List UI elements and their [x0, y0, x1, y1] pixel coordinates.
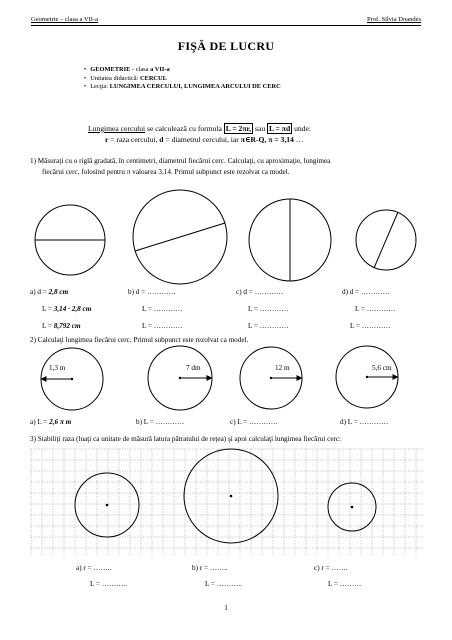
formula-line-2: r = raza cercului, d = diametrul cercului, iar π∈R-Q, π = 3,14 … — [105, 135, 304, 144]
center-3a — [106, 504, 109, 507]
q3-length-c: L = ……… — [328, 580, 362, 588]
q1-text-1: 1) Măsuraţi cu o riglă gradată, în centimetri, diametrul fiecărui cerc. Calculaţi, cu aproximaţie, lungimea — [30, 157, 331, 165]
q2-answer-b: b) L = ………… — [136, 418, 185, 426]
q1-calc-a: L = 3,14 · 2,8 cm — [42, 305, 92, 313]
q1-result-d: L = ………… — [350, 322, 391, 330]
q2-answer-a: a) L = 2,6 π m — [30, 418, 72, 426]
q2-text: 2) Calculaţi lungimea fiecărui cerc. Primul subpunct este rezolvat ca model. — [30, 336, 249, 344]
q2-label-c: 12 m — [275, 364, 290, 372]
header-left: Geometrie – clasa a VII-a — [31, 16, 99, 23]
q3-radius-b: b) r = …….. — [192, 564, 228, 572]
center-3c — [351, 506, 354, 509]
q3-radius-c: c) r = ……. — [314, 564, 348, 572]
q1-calc-b: L = ………… — [142, 305, 183, 313]
q1-result-a: L = 8,792 cm — [42, 322, 81, 330]
q2-label-d: 5,6 cm — [372, 364, 392, 372]
q2-label-a: 1,3 m — [49, 364, 66, 372]
q2-answer-c: c) L = ………… — [230, 418, 278, 426]
center-3b — [230, 495, 233, 498]
info-item: • Lecţia: LUNGIMEA CERCULUI, LUNGIMEA ARCULUI DE CERC — [84, 83, 281, 92]
q3-text: 3) Stabiliţi raza (luaţi ca unitate de măsură latura pătratului de reţea) şi apoi calculaţi lungimea fiecărui cerc: — [30, 435, 342, 443]
page-title: FIŞĂ DE LUCRU — [177, 39, 275, 53]
q1-result-c: L = ………… — [248, 322, 289, 330]
info-item: • Unitatea didactică: CERCUL — [84, 75, 281, 84]
q2-answer-d: d) L = ………… — [340, 418, 389, 426]
q1-answer-a: a) d = 2,8 cm — [30, 288, 69, 296]
info-item: • GEOMETRIE - clasa a VII-a — [84, 66, 281, 75]
grid-lines — [31, 449, 424, 555]
q1-answer-c: c) d = ………… — [236, 288, 284, 296]
q1-calc-d: L = ………… — [355, 305, 396, 313]
formula-line-1: Lungimea cercului se calculează cu formula L = 2πr, sau L = πd unde: — [88, 124, 311, 133]
header-right: Prof. Silvia Doandes — [367, 16, 421, 23]
q3-radius-a: a) r = …….. — [76, 564, 112, 572]
q1-answer-b: b) d = ………… — [128, 288, 176, 296]
q3-length-b: L = ……….. — [205, 580, 242, 588]
q1-answer-d: d) d = ………… — [342, 288, 390, 296]
q1-text-2: fiecărui cerc, folosind pentru π valoarea 3,14. Primul subpunct este rezolvat ca model. — [42, 168, 290, 176]
q3-length-a: L = ……….. — [90, 580, 127, 588]
q1-result-b: L = ………… — [142, 322, 183, 330]
q1-calc-c: L = ………… — [248, 305, 289, 313]
page-number: 1 — [224, 604, 228, 612]
q2-label-b: 7 dm — [186, 364, 201, 372]
